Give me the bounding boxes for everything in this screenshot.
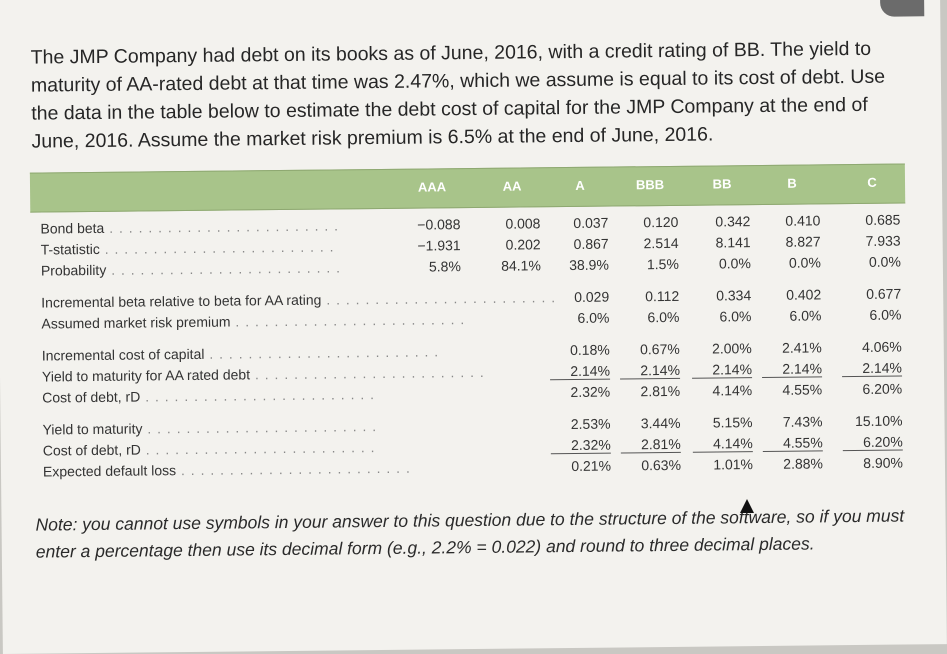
row-label: Assumed market risk premium . . . . . . . . . . . . . . . . . . . . . . . . — [41, 311, 466, 332]
table-cell: 38.9% — [569, 256, 609, 274]
note-text: Note: you cannot use symbols in your answer to this question due to the structure of the software, so if you must enter a percentage then use its decimal form (e.g., 2.2% = 0.022) and round to three decimal places. — [35, 505, 905, 562]
table-cell: 8.827 — [785, 233, 821, 250]
table-cell: 6.0% — [577, 309, 610, 326]
table-cell: 2.53% — [570, 415, 611, 433]
row-label: Incremental beta relative to beta for AA rating . . . . . . . . . . . . . . . . . . . . . . . . — [41, 289, 557, 311]
table-cell: 6.20% — [862, 380, 903, 397]
row-label: Cost of debt, rD . . . . . . . . . . . . . . . . . . . . . . . . — [42, 439, 376, 459]
table-cell: 5.15% — [712, 414, 753, 431]
table-cell: 84.1% — [501, 257, 541, 274]
table-cell: 0.029 — [574, 288, 610, 305]
table-cell: 0.410 — [785, 212, 821, 229]
table-cell: 6.0% — [647, 308, 680, 326]
table-cell: 0.202 — [505, 236, 541, 253]
row-label: Yield to maturity for AA rated debt . . . . . . . . . . . . . . . . . . . . . . . . — [41, 363, 485, 385]
table-cell: 1.5% — [646, 255, 679, 273]
row-label: Expected default loss . . . . . . . . . . . . . . . . . . . . . . . . — [42, 459, 411, 480]
credit-rating-table — [30, 163, 908, 482]
table-cell: 2.514 — [643, 234, 679, 252]
table-cell: 0.0% — [788, 254, 821, 271]
table-cell: 0.685 — [865, 211, 901, 228]
mouse-cursor-icon — [740, 499, 754, 513]
table-cell: 15.10% — [854, 412, 903, 430]
table-cell: 0.112 — [645, 287, 680, 305]
table-cell: 1.01% — [713, 456, 754, 473]
row-label: Bond beta . . . . . . . . . . . . . . . . . . . . . . . . — [40, 217, 340, 237]
table-cell: 7.43% — [782, 413, 823, 430]
table-cell: 4.14% — [712, 382, 753, 399]
column-header-bbb: BBB — [635, 177, 665, 193]
table-cell: 0.63% — [641, 456, 682, 474]
table-cell: 0.0% — [868, 253, 901, 270]
row-label: Incremental cost of capital . . . . . . . . . . . . . . . . . . . . . . . . — [41, 343, 440, 364]
table-cell: 8.141 — [715, 234, 751, 251]
column-header-b: B — [787, 175, 797, 191]
table-cell: 0.21% — [571, 457, 612, 475]
table-cell: 8.90% — [863, 454, 904, 471]
table-cell: 6.0% — [869, 306, 902, 323]
close-button[interactable] — [880, 0, 924, 17]
column-header-aaa: AAA — [417, 179, 447, 195]
table-cell: 3.44% — [640, 414, 681, 432]
table-cell: 4.14% — [693, 435, 753, 453]
table-cell: 0.402 — [786, 286, 822, 303]
table-cell: 2.00% — [711, 340, 752, 357]
table-cell: 0.334 — [716, 287, 752, 304]
table-cell: 2.14% — [550, 363, 610, 381]
table-cell: 6.20% — [843, 434, 903, 452]
table-cell: 6.0% — [719, 308, 752, 325]
table-cell: 4.55% — [782, 381, 823, 398]
column-header-bb: BB — [712, 176, 732, 192]
table-cell: 2.88% — [783, 455, 824, 472]
table-cell: 0.037 — [573, 214, 609, 231]
table-cell: 2.14% — [842, 360, 902, 378]
table-cell: −0.088 — [417, 216, 461, 233]
row-label: Probability . . . . . . . . . . . . . . . . . . . . . . . . — [40, 259, 342, 279]
table-cell: 2.14% — [692, 361, 752, 379]
column-header-a: A — [575, 177, 585, 193]
row-label: Yield to maturity . . . . . . . . . . . . . . . . . . . . . . . . — [42, 418, 378, 438]
table-cell: 2.14% — [762, 360, 822, 378]
column-header-aa: AA — [502, 178, 522, 194]
table-cell: 0.867 — [573, 235, 609, 252]
table-cell: 0.008 — [505, 215, 541, 232]
table-cell: 0.342 — [715, 213, 751, 230]
row-label: Cost of debt, rD . . . . . . . . . . . . . . . . . . . . . . . . — [42, 386, 376, 406]
table-cell: −1.931 — [417, 237, 461, 254]
column-header-c: C — [867, 174, 877, 190]
table-cell: 7.933 — [865, 232, 901, 249]
question-text: The JMP Company had debt on its books as of June, 2016, with a credit rating of BB. The yield to maturity of AA-rated debt at that time was 2.47%, which we assume is equal to its cost of debt. Use the data in the table below to estimate the debt cost of capital for the JMP Company at the end of June, 2016. Assume the market risk premium is 6.5% at the end of June, 2016. — [30, 37, 886, 153]
table-cell: 2.81% — [640, 382, 681, 400]
table-cell: 0.18% — [569, 341, 610, 359]
table-cell: 5.8% — [428, 258, 461, 275]
table-cell: 2.41% — [781, 339, 822, 356]
table-cell: 0.67% — [639, 340, 680, 358]
table-cell: 4.06% — [861, 338, 902, 355]
row-label: T-statistic . . . . . . . . . . . . . . . . . . . . . . . . — [40, 238, 335, 258]
table-cell: 2.81% — [621, 436, 681, 454]
table-cell: 2.14% — [620, 362, 680, 380]
table-cell: 0.0% — [718, 255, 751, 272]
table-cell: 2.32% — [551, 437, 611, 455]
table-cell: 0.120 — [643, 213, 679, 231]
table-cell: 2.32% — [570, 383, 611, 401]
table-cell: 0.677 — [866, 285, 902, 302]
table-cell: 4.55% — [763, 434, 823, 452]
table-body — [30, 203, 908, 482]
table-cell: 6.0% — [789, 307, 822, 324]
